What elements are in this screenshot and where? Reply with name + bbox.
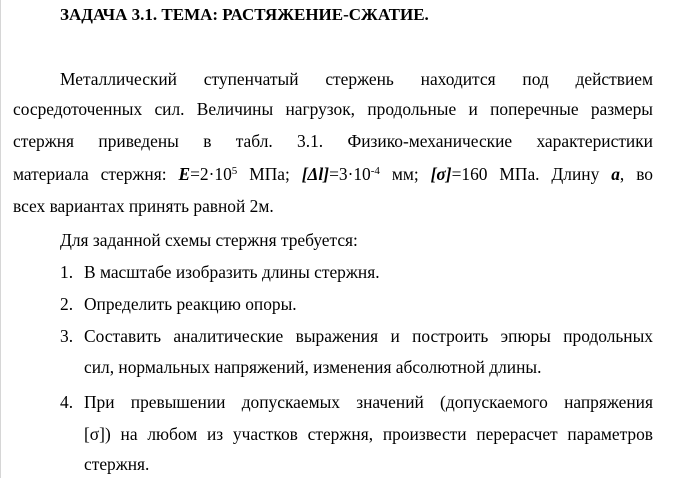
paragraph-line-formula	[13, 163, 653, 185]
text-run: мм;	[379, 164, 431, 184]
list-item-number: 2.	[60, 294, 74, 314]
task-title: ЗАДАЧА 3.1. ТЕМА: РАСТЯЖЕНИЕ-СЖАТИЕ.	[60, 5, 429, 24]
text-run: =2·10	[190, 164, 232, 184]
paragraph-line: сосредоточенных сил. Величины нагрузок, продольные и поперечные размеры	[13, 99, 653, 119]
list-item-text: [σ]) на любом из участков стержня, произвести перерасчет параметров	[84, 424, 653, 444]
list-item-text: сил, нормальных напряжений, изменения абсолютной длины.	[84, 357, 542, 377]
list-item-number: 4.	[60, 392, 74, 412]
page-left-border	[0, 0, 1, 478]
paragraph-line: Металлический ступенчатый стержень находится под действием	[60, 69, 653, 89]
elongation-symbol: [Δl]	[301, 164, 330, 184]
list-item-text: Составить аналитические выражения и построить эпюры продольных	[84, 326, 653, 346]
list-item-number: 3.	[60, 326, 74, 346]
paragraph-line: всех вариантах принять равной 2м.	[13, 196, 274, 216]
requirements-intro: Для заданной схемы стержня требуется:	[60, 230, 358, 250]
stress-symbol: [σ]	[430, 164, 452, 184]
exponent: -4	[370, 164, 380, 177]
paragraph-line: стержня приведены в табл. 3.1. Физико-механические характеристики	[13, 131, 653, 151]
modulus-symbol: E	[178, 164, 191, 184]
text-run: МПа;	[237, 164, 302, 184]
text-run: =160 МПа. Длину	[451, 164, 612, 184]
length-symbol: a	[611, 164, 620, 184]
list-item-text: Определить реакцию опоры.	[84, 294, 297, 314]
list-item-number: 1.	[60, 262, 74, 282]
list-item-text: При превышении допускаемых значений (допускаемого напряжения	[84, 392, 653, 412]
list-item-text: стержня.	[84, 454, 150, 474]
list-item-text: В масштабе изобразить длины стержня.	[84, 262, 380, 282]
text-run: материала стержня:	[13, 164, 179, 184]
exponent: 5	[231, 164, 238, 177]
text-run: =3·10	[329, 164, 371, 184]
text-run: , во	[619, 164, 653, 184]
